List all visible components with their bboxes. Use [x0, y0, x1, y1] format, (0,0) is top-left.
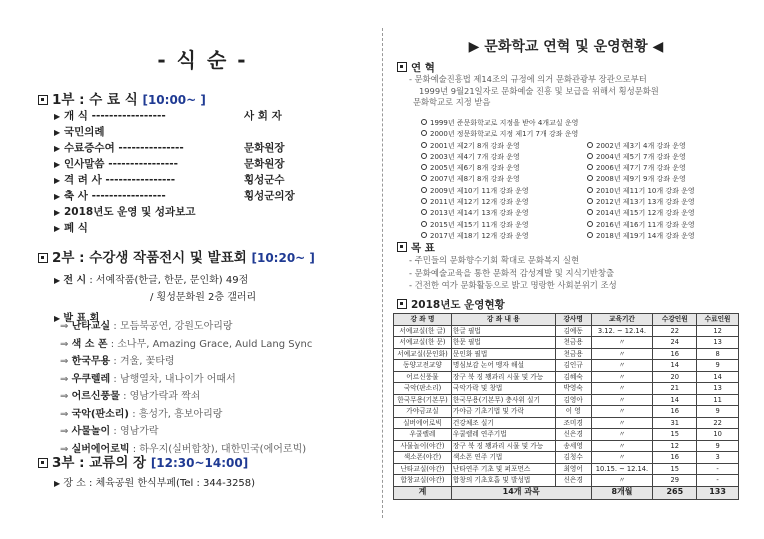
table-cell: 133 [697, 486, 739, 499]
list-item: 2015년 제15기 11개 강좌 운영 2016년 제16기 11개 강좌 운영 [421, 220, 739, 231]
list-item: 2005년 제6기 8개 강좌 운영 2006년 제7기 7개 강좌 운영 [421, 163, 739, 174]
table-cell: 12 [653, 440, 697, 452]
circle-bullet-icon [587, 187, 593, 193]
triangle-bullet-icon: ▶ [54, 276, 61, 285]
list-item: 2013년 제14기 13개 강좌 운영 2014년 제15기 12개 강좌 운영 [421, 208, 739, 219]
table-cell: 〃 [591, 440, 653, 452]
circle-bullet-icon [587, 142, 593, 148]
list-item: 2009년 제10기 11개 강좌 운영 2010년 제11기 10개 강좌 운영 [421, 186, 739, 197]
list-item: - 주민들의 문화향수기회 확대로 문화복지 실현 [409, 255, 580, 265]
circle-bullet-icon [421, 142, 427, 148]
part1-time: [10:00~ ] [142, 93, 206, 107]
circle-bullet-icon [421, 187, 427, 193]
table-cell: 한문 필법 [451, 337, 555, 349]
table-cell: 최영어 [555, 463, 591, 475]
square-bullet-icon [38, 458, 48, 468]
exhibit-location: / 횡성문화원 2층 갤러리 [150, 292, 257, 303]
table-cell: 16 [653, 348, 697, 360]
list-item: ⇒ 색 소 폰 : 소나무, Amazing Grace, Auld Lang Sync [60, 338, 313, 350]
venue-line: ▶ 장 소 : 체육공원 한식부페(Tel : 344-3258) [54, 478, 256, 489]
table-cell: 김청수 [555, 452, 591, 464]
table-cell: 한국무용(기본무) [394, 394, 452, 406]
list-item: 2017년 제18기 12개 강좌 운영 2018년 제19기 14개 강좌 운영 [421, 231, 739, 242]
triangle-bullet-icon: ▶ [54, 208, 61, 217]
list-item: ▶ 축 사 ----------------- 횡성군의장 [54, 188, 295, 204]
table-cell: 천금용 [555, 348, 591, 360]
circle-bullet-icon [587, 209, 593, 215]
table-cell: 〃 [591, 337, 653, 349]
table-cell: 김혜숙 [555, 371, 591, 383]
table-cell: 가야금교실 [394, 406, 452, 418]
table-row [394, 337, 739, 349]
table-cell: 10 [697, 429, 739, 441]
table-cell: 가야금 기초기법 및 가락 [451, 406, 555, 418]
list-item: 1999년 준문화학교로 지정을 받아 4개교실 운영 [421, 118, 739, 129]
table-cell: 사물놀이(야간) [394, 440, 452, 452]
triangle-bullet-icon: ▶ [54, 112, 61, 121]
triangle-bullet-icon: ▶ [54, 176, 61, 185]
page-divider [382, 28, 383, 518]
list-item: ⇒ 한국무용 : 겨울, 꽃타령 [60, 356, 175, 367]
table-cell: 12 [697, 325, 739, 337]
ops-heading: 2018년도 운영현황 [397, 297, 505, 312]
circle-bullet-icon [421, 164, 427, 170]
part3-time: [12:30~14:00] [150, 456, 249, 470]
table-cell: 난타연주 기초 및 퍼포먼스 [451, 463, 555, 475]
table-cell: 어르신풍물 [394, 371, 452, 383]
triangle-bullet-icon: ▶ [54, 144, 61, 153]
table-cell: - [697, 463, 739, 475]
table-header: 교육기간 [591, 314, 653, 326]
goal-list [409, 254, 617, 292]
table-cell: 20 [653, 371, 697, 383]
circle-bullet-icon [421, 153, 427, 159]
circle-bullet-icon [587, 198, 593, 204]
table-cell: 14 [697, 371, 739, 383]
list-item: ⇒ 우쿠렐레 : 남행열차, 내나이가 어때서 [60, 373, 236, 385]
list-item: ▶ 국민의례 [54, 124, 295, 140]
table-header-row [394, 314, 739, 326]
table-cell: 3 [697, 452, 739, 464]
circle-bullet-icon [421, 209, 427, 215]
table-cell: 우쿨렐레 [394, 429, 452, 441]
list-item: 2000년 정문화학교로 지정 제1기 7개 강좌 운영 [421, 129, 739, 140]
table-cell: 265 [653, 486, 697, 499]
table-cell: 13 [697, 337, 739, 349]
arrow-icon: ⇒ [60, 391, 72, 402]
table-cell: 서예교실(한 문) [394, 337, 452, 349]
list-item: ▶ 2018년도 운영 및 성과보고 [54, 204, 295, 220]
table-cell: 〃 [591, 417, 653, 429]
table-cell: 〃 [591, 348, 653, 360]
table-cell: 합창교실(야간) [394, 475, 452, 487]
presentation-list [60, 318, 312, 458]
table-row [394, 463, 739, 475]
table-row [394, 383, 739, 395]
square-bullet-icon [397, 299, 407, 309]
triangle-bullet-icon: ▶ [54, 224, 61, 233]
arrow-icon: ⇒ [60, 443, 72, 455]
table-cell: 〃 [591, 429, 653, 441]
list-item: 2011년 제12기 12개 강좌 운영 2012년 제13기 13개 강좌 운영 [421, 197, 739, 208]
history-list [421, 118, 739, 242]
table-cell: 국악(판소리) [394, 383, 452, 395]
table-total-row [394, 486, 739, 499]
table-cell: 난타교실(야간) [394, 463, 452, 475]
table-cell: 29 [653, 475, 697, 487]
program-title: - 식 순 - [157, 48, 248, 72]
table-row [394, 475, 739, 487]
table-cell: 9 [697, 440, 739, 452]
table-cell: 3.12. ~ 12.14. [591, 325, 653, 337]
table-cell: 22 [653, 325, 697, 337]
part1-list [54, 108, 295, 236]
square-bullet-icon [38, 95, 48, 105]
table-header: 수강인원 [653, 314, 697, 326]
table-cell: 문인화 필법 [451, 348, 555, 360]
circle-bullet-icon [587, 232, 593, 238]
circle-bullet-icon [587, 153, 593, 159]
table-cell: 16 [653, 406, 697, 418]
table-cell: 13 [697, 383, 739, 395]
table-cell: 22 [697, 417, 739, 429]
operations-table [393, 313, 739, 500]
list-item: 2001년 제2기 8개 강좌 운영 2002년 제3기 4개 강좌 운영 [421, 141, 739, 152]
table-cell: 〃 [591, 360, 653, 372]
table-cell: 우쿨렐레 연주기법 [451, 429, 555, 441]
list-item: ▶ 인사말씀 ---------------- 문화원장 [54, 156, 295, 172]
table-cell: 신은경 [555, 475, 591, 487]
circle-bullet-icon [421, 221, 427, 227]
table-cell: 21 [653, 383, 697, 395]
table-cell: 〃 [591, 452, 653, 464]
school-history-section [393, 0, 739, 539]
table-cell: 〃 [591, 475, 653, 487]
circle-bullet-icon [421, 175, 427, 181]
triangle-bullet-icon: ▶ [54, 160, 61, 169]
table-cell: 10.15. ~ 12.14. [591, 463, 653, 475]
list-item: ⇒ 국악(판소리) : 흥성가, 흥보아리랑 [60, 408, 223, 420]
table-header: 강 좌 명 [394, 314, 452, 326]
table-cell: 색소폰 연주 기법 [451, 452, 555, 464]
arrow-icon: ⇒ [60, 356, 72, 367]
table-cell: 〃 [591, 371, 653, 383]
table-header: 수료인원 [697, 314, 739, 326]
table-body [394, 325, 739, 486]
table-cell: 한국무용(기본무) 충사위 실기 [451, 394, 555, 406]
table-cell: 15 [653, 463, 697, 475]
triangle-bullet-icon: ▶ [54, 128, 61, 137]
square-bullet-icon [397, 62, 407, 72]
part1-heading: 1부 : 수 료 식 [10:00~ ] [38, 88, 206, 108]
table-row [394, 406, 739, 418]
circle-bullet-icon [587, 221, 593, 227]
table-cell: 9 [697, 360, 739, 372]
table-cell: 14개 과목 [451, 486, 591, 499]
list-item: ⇒ 사물놀이 : 영남가락 [60, 426, 159, 437]
table-cell: 건강체조 실기 [451, 417, 555, 429]
list-item: 2003년 제4기 7개 강좌 운영 2004년 제5기 7개 강좌 운영 [421, 152, 739, 163]
square-bullet-icon [38, 253, 48, 263]
goal-heading: 목 표 [397, 240, 435, 255]
table-cell: 이 영 [555, 406, 591, 418]
table-cell: 〃 [591, 394, 653, 406]
table-cell: 14 [653, 360, 697, 372]
table-cell: 계 [394, 486, 452, 499]
list-item: 2007년 제8기 8개 강좌 운영 2008년 제9기 9개 강좌 운영 [421, 174, 739, 185]
table-row [394, 394, 739, 406]
triangle-bullet-icon: ▶ [54, 479, 61, 488]
arrow-icon: ⇒ [60, 373, 72, 385]
table-header: 강 좌 내 용 [451, 314, 555, 326]
table-cell: 실버에어로빅 [394, 417, 452, 429]
table-cell: 김영아 [555, 394, 591, 406]
table-cell: 김인규 [555, 360, 591, 372]
arrow-icon: ⇒ [60, 338, 72, 350]
table-cell: 박영숙 [555, 383, 591, 395]
table-cell: 8개월 [591, 486, 653, 499]
table-row [394, 371, 739, 383]
table-cell: 한글 필법 [451, 325, 555, 337]
circle-bullet-icon [421, 198, 427, 204]
table-cell: - [697, 475, 739, 487]
circle-bullet-icon [587, 175, 593, 181]
table-cell: 16 [653, 452, 697, 464]
table-cell: 천금용 [555, 337, 591, 349]
table-cell: 김예동 [555, 325, 591, 337]
table-cell: 31 [653, 417, 697, 429]
table-cell: 8 [697, 348, 739, 360]
part2-time: [10:20~ ] [251, 251, 315, 265]
list-item: - 건전한 여가 문화활동으로 밝고 명랑한 사회분위기 조성 [409, 280, 617, 290]
exhibit-line: ▶ 전 시 : 서예작품(한글, 한문, 문인화) 49점 [54, 275, 249, 286]
triangle-bullet-icon: ▶ [54, 314, 61, 323]
table-row [394, 360, 739, 372]
history-title: ▶ 문화학교 연혁 및 운영현황 ◀ [468, 39, 664, 55]
table-cell: 24 [653, 337, 697, 349]
list-item: - 문화예술교육을 통한 문화적 감성계발 및 지식기반창출 [409, 267, 615, 278]
history-heading: 연 혁 [397, 60, 435, 75]
list-item: ▶ 수료증수여 --------------- 문화원장 [54, 140, 295, 156]
table-cell: 신은경 [555, 429, 591, 441]
circle-bullet-icon [421, 232, 427, 238]
table-cell: 서예교실(한 글) [394, 325, 452, 337]
arrow-icon: ⇒ [60, 321, 72, 332]
table-row [394, 452, 739, 464]
table-cell: 합창의 기초호흡 및 발성법 [451, 475, 555, 487]
list-item: ⇒ 난타교실 : 모듬북공연, 강원도아리랑 [60, 321, 233, 332]
table-row [394, 348, 739, 360]
list-item: ⇒ 실버에어로빅 : 하우지(실버합창), 대한민국(에어로빅) [60, 443, 307, 455]
arrow-icon: ⇒ [60, 426, 72, 437]
table-cell: 9 [697, 406, 739, 418]
table-cell: 장구 북 징 꽹과리 시물 및 가능 [451, 440, 555, 452]
table-cell: 국악가락 및 창법 [451, 383, 555, 395]
list-item: ▶ 개 식 ----------------- 사 회 자 [54, 108, 295, 124]
table-cell: 〃 [591, 406, 653, 418]
table-header: 강사명 [555, 314, 591, 326]
history-description: - 문화예술진흥법 제14조의 규정에 의거 문화관광부 장관으로부터 1999년 9월21일자로 문화예술 진흥 및 보급을 위해서 횡성문화원 문화학교로 지정 받음 [409, 74, 659, 107]
table-row [394, 417, 739, 429]
table-cell: 조미경 [555, 417, 591, 429]
triangle-bullet-icon: ▶ [54, 192, 61, 201]
table-cell: 서예교실(문인화) [394, 348, 452, 360]
square-bullet-icon [397, 242, 407, 252]
table-cell: 동양고전교양 [394, 360, 452, 372]
list-item: ⇒ 어르신풍물 : 영남가락과 짝쇠 [60, 391, 201, 402]
arrow-icon: ⇒ [60, 408, 72, 420]
table-row [394, 429, 739, 441]
table-row [394, 440, 739, 452]
table-cell: 14 [653, 394, 697, 406]
presentation-label: ▶ 발 표 회 [54, 313, 100, 324]
table-cell: 명심보감 논어 맹자 해설 [451, 360, 555, 372]
list-item: ▶ 폐 식 [54, 220, 295, 236]
table-row [394, 325, 739, 337]
table-cell: 송세영 [555, 440, 591, 452]
table-cell: 색소폰(야간) [394, 452, 452, 464]
part3-heading: 3부 : 교류의 장 [12:30~14:00] [38, 451, 248, 471]
list-item: ▶ 격 려 사 ---------------- 횡성군수 [54, 172, 295, 188]
circle-bullet-icon [587, 164, 593, 170]
circle-bullet-icon [421, 130, 427, 136]
table-cell: 장구 북 징 꽹과리 시물 및 가능 [451, 371, 555, 383]
circle-bullet-icon [421, 119, 427, 125]
table-cell: 11 [697, 394, 739, 406]
program-order-section [30, 0, 375, 539]
part2-heading: 2부 : 수강생 작품전시 및 발표회 [10:20~ ] [38, 246, 315, 266]
table-cell: 15 [653, 429, 697, 441]
table-cell: 〃 [591, 383, 653, 395]
